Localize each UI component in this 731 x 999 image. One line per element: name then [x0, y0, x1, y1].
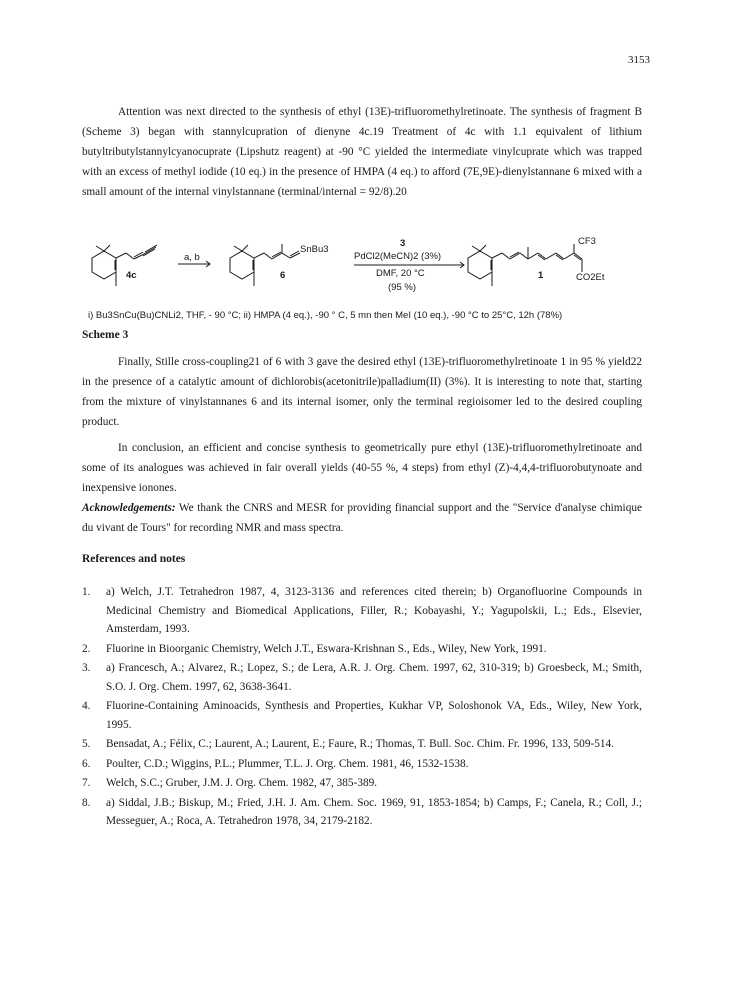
reference-item: 8. a) Siddal, J.B.; Biskup, M.; Fried, J.H. J. Am. Chem. Soc. 1969, 91, 1853-1854; b) Camps, F.; Canela, R.; Coll, J.; Messeguer, A.; Roca, A. Tetrahedron 1978, 34, 2179-2182. [82, 796, 642, 827]
catalyst-label: PdCl2(MeCN)2 (3%) [354, 251, 442, 262]
snbu3-label: SnBu3 [300, 244, 329, 255]
compound-4c-label: 4c [126, 270, 137, 281]
paragraph-stille-coupling: Finally, Stille cross-coupling21 of 6 with 3 gave the desired ethyl (13E)-trifluoromethylretinoate 1 in 95 % yield22 in the presence of a catalytic amount of dichlorobis(acetonitrile)palladium(II) (3%). It is interesting to note that, starting from the mixture of vinylstannanes 6 and its internal isomer, only the terminal regioisomer led to the desired coupling product. [82, 356, 642, 428]
reference-item: 5. Bensadat, A.; Félix, C.; Laurent, A.; Laurent, E.; Faure, R.; Thomas, T. Bull. Soc. Chim. Fr. 1996, 133, 509-514. [82, 738, 615, 750]
conditions-label: DMF, 20 °C [376, 268, 425, 279]
reference-item: 2. Fluorine in Bioorganic Chemistry, Welch J.T., Eswara-Krishnan S., Eds., Wiley, New York, 1991. [82, 642, 547, 655]
reference-item: 7. Welch, S.C.; Gruber, J.M. J. Org. Chem. 1982, 47, 385-389. [82, 777, 378, 789]
paragraph-acknowledgements [82, 498, 642, 538]
reference-item: 4. Fluorine-Containing Aminoacids, Synthesis and Properties, Kukhar VP, Soloshonok VA, Eds., Wiley, New York, 1995. [82, 700, 642, 731]
reference-item: 6. Poulter, C.D.; Wiggins, P.L.; Plummer, T.L. J. Org. Chem. 1981, 46, 1532-1538. [82, 757, 469, 770]
acknowledgements-text: We thank the CNRS and MESR for providing financial support and the "Service d'analyse chimique du vivant de Tours" for recording NMR and mass spectra. [82, 502, 643, 534]
compound-1-label: 1 [538, 270, 544, 281]
acknowledgements-heading: Acknowledgements: [82, 502, 176, 514]
scheme-title: Scheme 3 [82, 329, 129, 341]
reference-item: 1. a) Welch, J.T. Tetrahedron 1987, 4, 3123-3136 and references cited therein; b) Organofluorine Compounds in Medicinal Chemistry and Biomedical Applications, Filler, R.; Kobayashi, Y.; Yagupolskii, L.; Eds., Elsevier, Amsterdam, 1993. [82, 586, 642, 635]
references-list [82, 583, 642, 832]
arrow-reagents-ab: a, b [184, 252, 200, 263]
reagent-3-label: 3 [400, 238, 406, 249]
scheme-3-reaction [82, 236, 642, 304]
yield-label: (95 %) [388, 282, 416, 293]
page-number: 3153 [628, 54, 650, 66]
compound-6-label: 6 [280, 270, 286, 281]
co2et-label: CO2Et [576, 272, 605, 283]
references-heading: References and notes [82, 553, 186, 565]
paragraph-synthesis: Attention was next directed to the synthesis of ethyl (13E)-trifluoromethylretinoate. The synthesis of fragment B (Scheme 3) began with stannylcupration of dienyne 4c.19 Treatment of 4c with 1.1 equivalent of lithium butyltributylstannylcyanocuprate (Lipshutz reagent) at -90 °C yielded the intermediate vinylcuprate which was trapped with an excess of methyl iodide (10 eq.) in the presence of HMPA (4 eq.) to afford (7E,9E)-dienylstannane 6 mixed with a small amount of the internal vinylstannane (terminal/internal = 92/8).20 [82, 106, 642, 198]
scheme-footnote: i) Bu3SnCu(Bu)CNLi2, THF, - 90 °C; ii) HMPA (4 eq.), -90 ° C, 5 mn then MeI (10 eq.), -90 °C to 25°C, 12h (78%) [88, 310, 563, 321]
paragraph-conclusion: In conclusion, an efficient and concise synthesis to geometrically pure ethyl (13E)-trifluoromethylretinoate and some of its analogues was achieved in fair overall yields (40-55 %, 4 steps) from ethyl (Z)-4,4,4-trifluorobutynoate and inexpensive ionones. [82, 442, 642, 494]
cf3-label: CF3 [578, 236, 596, 247]
reference-item: 3. a) Francesch, A.; Alvarez, R.; Lopez, S.; de Lera, A.R. J. Org. Chem. 1997, 62, 310-319; b) Groesbeck, M.; Smith, S.O. J. Org. Chem. 1997, 62, 3638-3641. [82, 662, 642, 693]
